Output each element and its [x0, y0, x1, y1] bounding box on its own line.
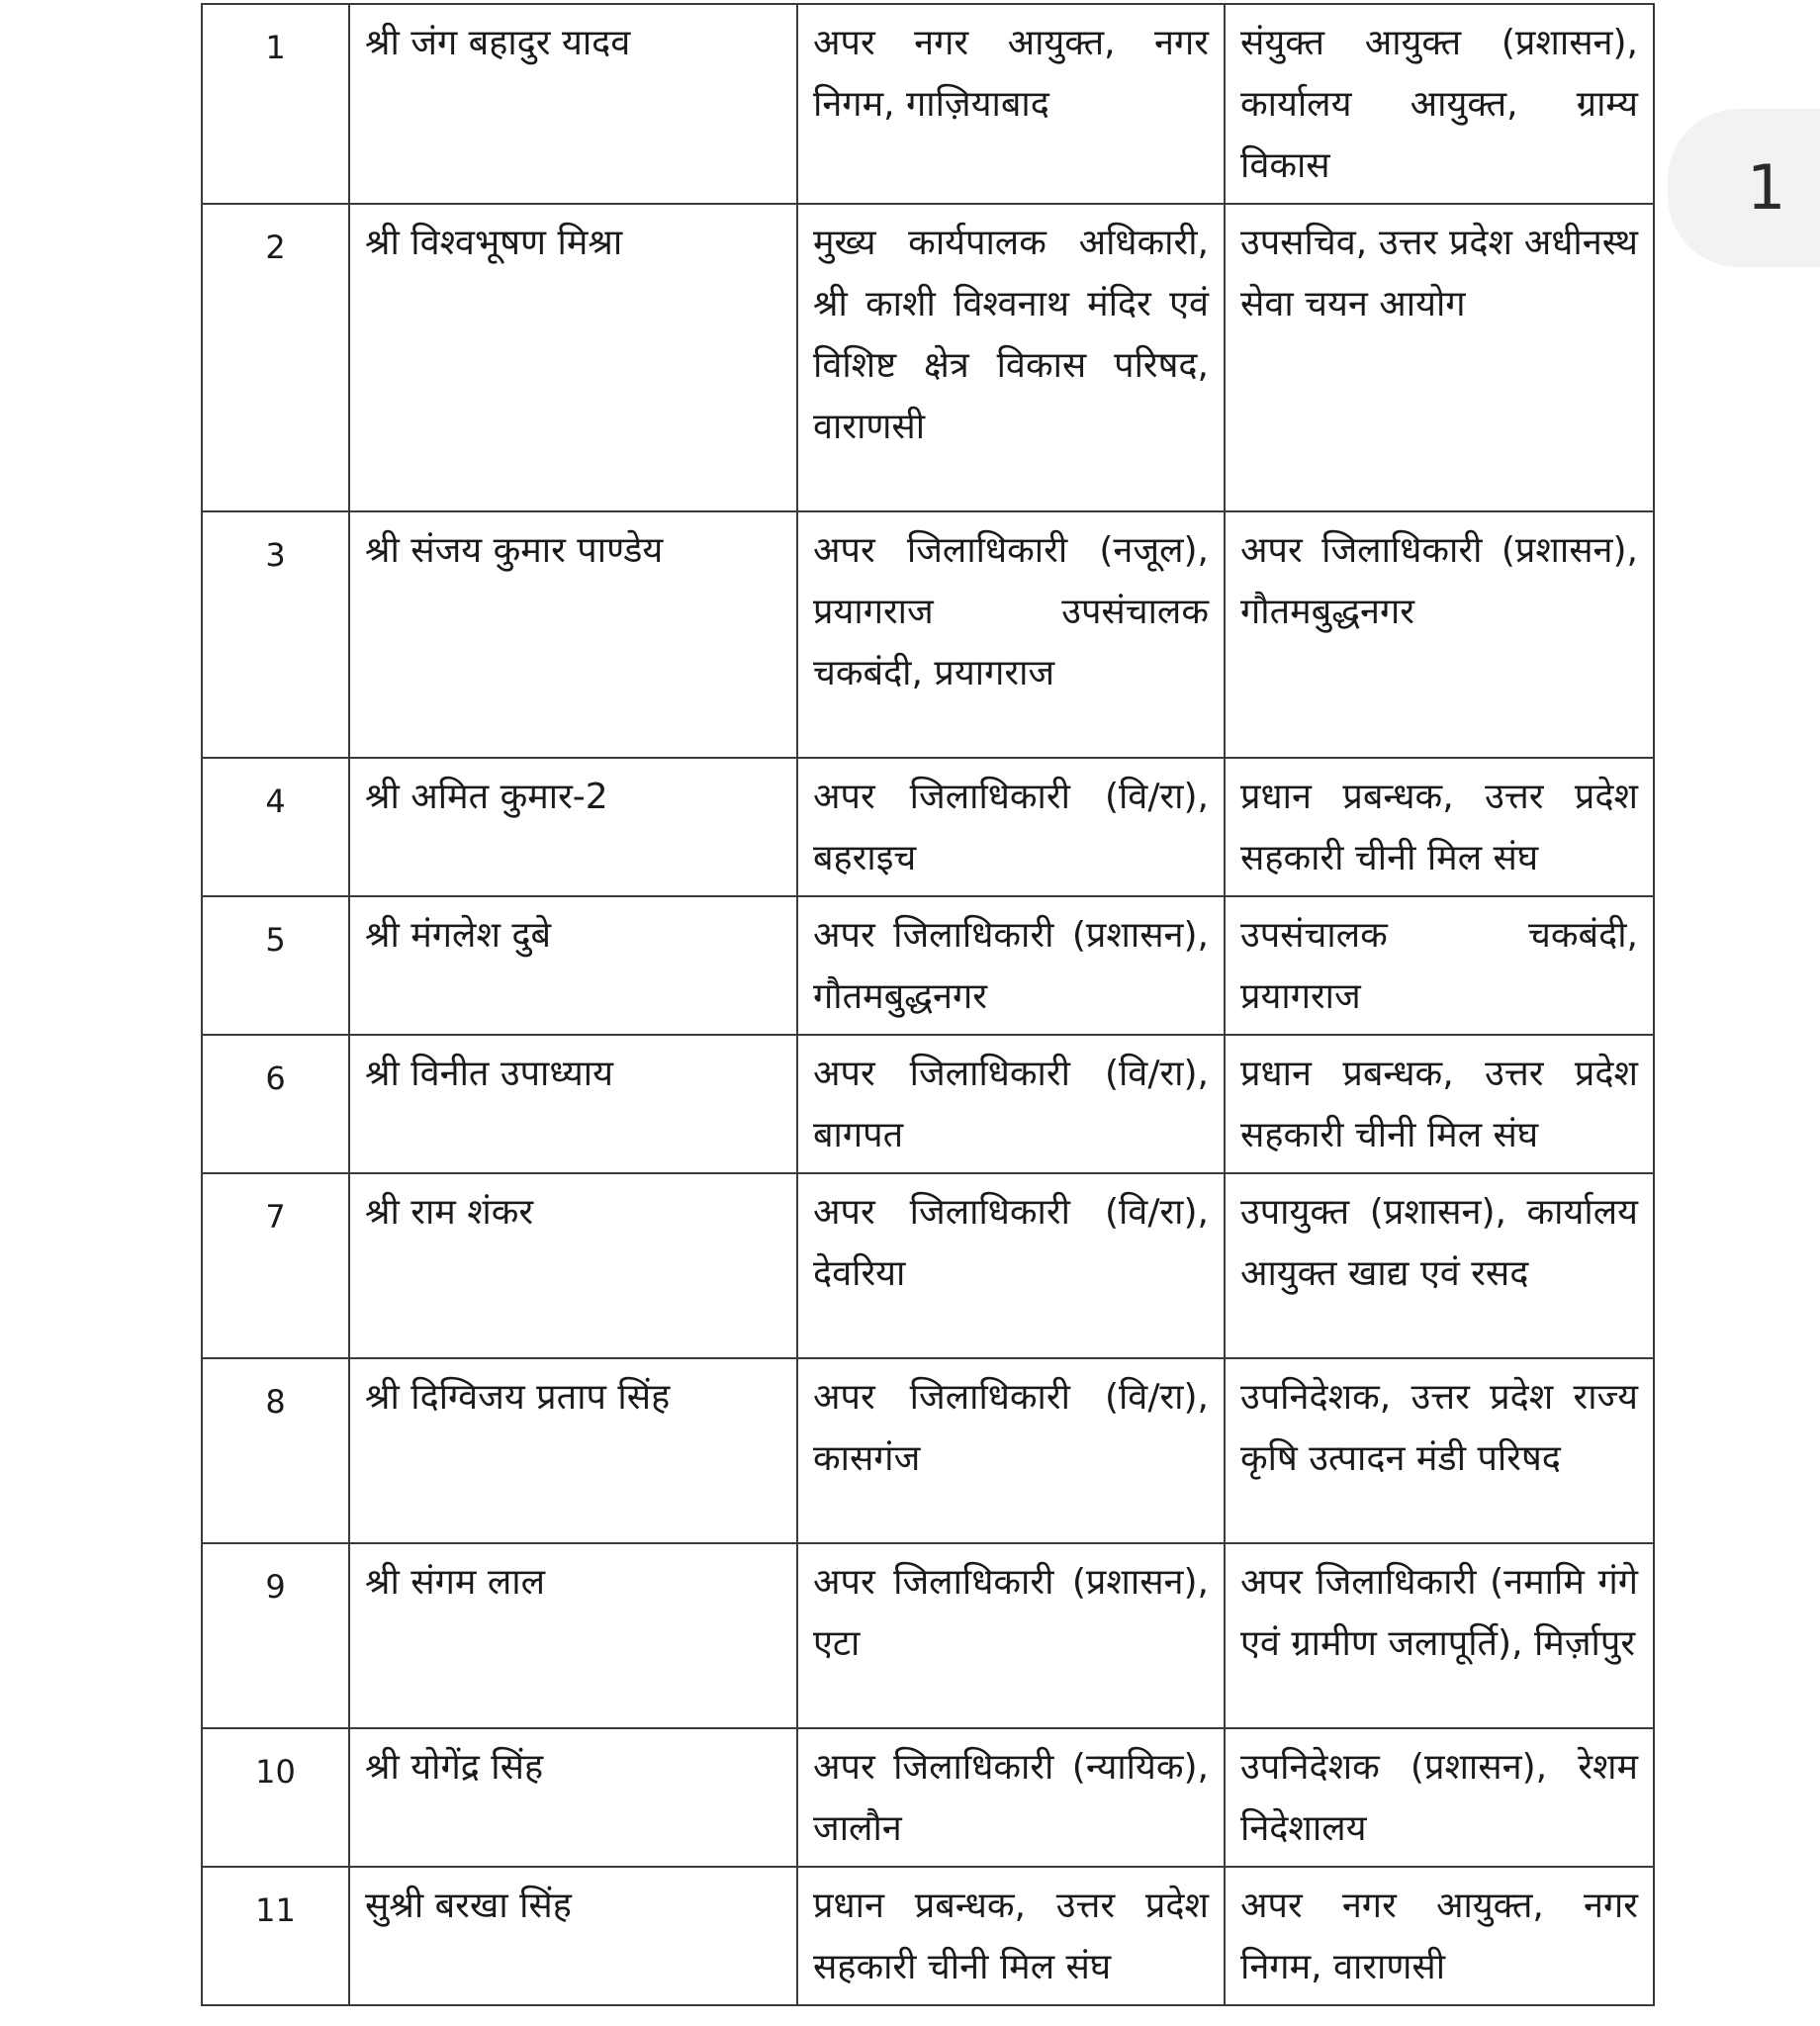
- current-post-cell: अपर जिलाधिकारी (प्रशासन), गौतमबुद्धनगर: [797, 896, 1225, 1035]
- current-post-cell: अपर नगर आयुक्त, नगर निगम, गाज़ियाबाद: [797, 4, 1225, 204]
- table-row: [202, 896, 1654, 1035]
- new-post-cell: अपर जिलाधिकारी (नमामि गंगे एवं ग्रामीण जलापूर्ति), मिर्ज़ापुर: [1225, 1543, 1654, 1728]
- table-row: [202, 511, 1654, 758]
- officer-name-cell: श्री राम शंकर: [349, 1173, 797, 1358]
- new-post-cell: प्रधान प्रबन्धक, उत्तर प्रदेश सहकारी चीनी मिल संघ: [1225, 1035, 1654, 1173]
- table-row: [202, 1867, 1654, 2005]
- new-post-cell: प्रधान प्रबन्धक, उत्तर प्रदेश सहकारी चीनी मिल संघ: [1225, 758, 1654, 896]
- officer-name-cell: श्री विनीत उपाध्याय: [349, 1035, 797, 1173]
- page-number-badge[interactable]: [1668, 109, 1820, 267]
- new-post-cell: अपर जिलाधिकारी (प्रशासन), गौतमबुद्धनगर: [1225, 511, 1654, 758]
- current-post-cell: अपर जिलाधिकारी (वि/रा), कासगंज: [797, 1358, 1225, 1543]
- officer-name-cell: श्री मंगलेश दुबे: [349, 896, 797, 1035]
- new-post-cell: उपसचिव, उत्तर प्रदेश अधीनस्थ सेवा चयन आयोग: [1225, 204, 1654, 511]
- new-post-cell: अपर नगर आयुक्त, नगर निगम, वाराणसी: [1225, 1867, 1654, 2005]
- table-row: [202, 758, 1654, 896]
- officer-name-cell: श्री अमित कुमार-2: [349, 758, 797, 896]
- current-post-cell: अपर जिलाधिकारी (प्रशासन), एटा: [797, 1543, 1225, 1728]
- current-post-cell: अपर जिलाधिकारी (वि/रा), बागपत: [797, 1035, 1225, 1173]
- serial-number-cell: 4: [202, 758, 349, 896]
- current-post-cell: अपर जिलाधिकारी (वि/रा), बहराइच: [797, 758, 1225, 896]
- current-post-cell: अपर जिलाधिकारी (न्यायिक), जालौन: [797, 1728, 1225, 1867]
- officer-name-cell: श्री जंग बहादुर यादव: [349, 4, 797, 204]
- table-row: [202, 1035, 1654, 1173]
- officer-name-cell: सुश्री बरखा सिंह: [349, 1867, 797, 2005]
- serial-number-cell: 9: [202, 1543, 349, 1728]
- serial-number-cell: 11: [202, 1867, 349, 2005]
- current-post-cell: मुख्य कार्यपालक अधिकारी, श्री काशी विश्वनाथ मंदिर एवं विशिष्ट क्षेत्र विकास परिषद, वाराणसी: [797, 204, 1225, 511]
- table-row: [202, 1543, 1654, 1728]
- new-post-cell: उपसंचालक चकबंदी, प्रयागराज: [1225, 896, 1654, 1035]
- officer-name-cell: श्री योगेंद्र सिंह: [349, 1728, 797, 1867]
- serial-number-cell: 5: [202, 896, 349, 1035]
- serial-number-cell: 10: [202, 1728, 349, 1867]
- new-post-cell: उपनिदेशक (प्रशासन), रेशम निदेशालय: [1225, 1728, 1654, 1867]
- current-post-cell: अपर जिलाधिकारी (नजूल), प्रयागराज उपसंचालक चकबंदी, प्रयागराज: [797, 511, 1225, 758]
- table-row: [202, 1358, 1654, 1543]
- serial-number-cell: 2: [202, 204, 349, 511]
- table-row: [202, 1173, 1654, 1358]
- officer-name-cell: श्री विश्वभूषण मिश्रा: [349, 204, 797, 511]
- new-post-cell: संयुक्त आयुक्त (प्रशासन), कार्यालय आयुक्त, ग्राम्य विकास: [1225, 4, 1654, 204]
- table-row: [202, 204, 1654, 511]
- serial-number-cell: 7: [202, 1173, 349, 1358]
- current-post-cell: प्रधान प्रबन्धक, उत्तर प्रदेश सहकारी चीनी मिल संघ: [797, 1867, 1225, 2005]
- new-post-cell: उपनिदेशक, उत्तर प्रदेश राज्य कृषि उत्पादन मंडी परिषद: [1225, 1358, 1654, 1543]
- officer-name-cell: श्री संगम लाल: [349, 1543, 797, 1728]
- transfer-table: [201, 3, 1655, 2006]
- serial-number-cell: 8: [202, 1358, 349, 1543]
- serial-number-cell: 3: [202, 511, 349, 758]
- table-row: [202, 1728, 1654, 1867]
- current-post-cell: अपर जिलाधिकारी (वि/रा), देवरिया: [797, 1173, 1225, 1358]
- table-row: [202, 4, 1654, 204]
- serial-number-cell: 6: [202, 1035, 349, 1173]
- officer-name-cell: श्री संजय कुमार पाण्डेय: [349, 511, 797, 758]
- new-post-cell: उपायुक्त (प्रशासन), कार्यालय आयुक्त खाद्य एवं रसद: [1225, 1173, 1654, 1358]
- page-number-label: 1: [1747, 151, 1786, 224]
- officer-name-cell: श्री दिग्विजय प्रताप सिंह: [349, 1358, 797, 1543]
- serial-number-cell: 1: [202, 4, 349, 204]
